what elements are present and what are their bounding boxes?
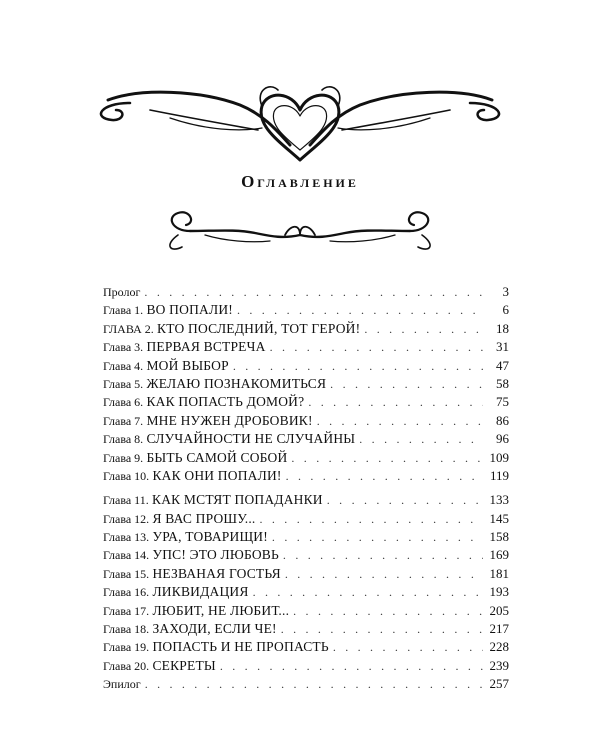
- dot-leader: [364, 320, 483, 338]
- chapter-number: Пролог: [103, 285, 141, 299]
- dot-leader: [286, 467, 483, 485]
- dot-leader: [293, 602, 483, 620]
- chapter-heading: УПС! ЭТО ЛЮБОВЬ: [152, 547, 279, 563]
- page-number: 193: [489, 584, 509, 600]
- chapter-number: Глава 5.: [103, 376, 144, 391]
- toc-entry-title: [103, 467, 282, 485]
- toc-entry-title: [103, 675, 141, 693]
- toc-entry-title: [103, 528, 268, 546]
- page-number: 217: [489, 621, 509, 637]
- dot-leader: [285, 565, 483, 583]
- dot-leader: [233, 357, 483, 375]
- chapter-number: Глава 17.: [103, 603, 150, 618]
- page-number: 109: [489, 449, 509, 465]
- toc-entry: [103, 412, 509, 430]
- dot-leader: [281, 620, 483, 638]
- page-number: 133: [489, 492, 509, 508]
- chapter-number: Глава 6.: [103, 395, 144, 410]
- chapter-number: Глава 12.: [103, 511, 150, 526]
- toc-entry-title: [103, 620, 277, 638]
- chapter-heading: СЛУЧАЙНОСТИ НЕ СЛУЧАЙНЫ: [146, 431, 356, 447]
- toc-entry-title: [103, 510, 256, 528]
- toc-entry: [103, 393, 509, 411]
- page-number: 47: [496, 357, 509, 373]
- chapter-number: Глава 10.: [103, 468, 150, 483]
- dot-leader: [272, 528, 483, 546]
- toc-entry: [103, 449, 509, 467]
- page-number: 119: [489, 467, 509, 483]
- page-number: 18: [496, 320, 509, 336]
- chapter-heading: ЖЕЛАЮ ПОЗНАКОМИТЬСЯ: [146, 375, 327, 391]
- toc-entry: [103, 375, 509, 393]
- toc-entry-title: [103, 583, 249, 601]
- dot-leader: [253, 583, 483, 601]
- dot-leader: [283, 546, 483, 564]
- dot-leader: [237, 301, 483, 319]
- chapter-number: Глава 20.: [103, 658, 150, 673]
- dot-leader: [291, 449, 483, 467]
- dot-leader: [308, 393, 483, 411]
- chapter-heading: НЕЗВАНАЯ ГОСТЬЯ: [152, 565, 281, 581]
- toc-entry: [103, 583, 509, 601]
- chapter-number: Глава 15.: [103, 566, 150, 581]
- toc-entry-title: [103, 301, 233, 319]
- chapter-number: Глава 3.: [103, 340, 144, 355]
- dot-leader: [317, 412, 483, 430]
- page-number: 158: [489, 529, 509, 545]
- toc-entry-title: [103, 565, 281, 583]
- dot-leader: [145, 675, 483, 693]
- toc-entry: [103, 528, 509, 546]
- page-number: 169: [489, 547, 509, 563]
- chapter-heading: ЛЮБИТ, НЕ ЛЮБИТ...: [152, 602, 290, 618]
- toc-entry-title: [103, 449, 287, 467]
- page-number: 6: [502, 302, 509, 318]
- toc-entry-title: [103, 546, 279, 564]
- chapter-heading: СЕКРЕТЫ: [152, 657, 216, 673]
- chapter-number: Глава 1.: [103, 303, 144, 318]
- page-number: 75: [496, 394, 509, 410]
- toc-entry: [103, 338, 509, 356]
- chapter-heading: ПЕРВАЯ ВСТРЕЧА: [146, 339, 266, 355]
- page-number: 145: [489, 510, 509, 526]
- page-title: Оглавление: [241, 172, 359, 191]
- chapter-number: Эпилог: [103, 677, 141, 692]
- toc-entry: [103, 467, 509, 485]
- table-of-contents: [103, 283, 509, 694]
- chapter-number: Глава 13.: [103, 530, 150, 545]
- page-number: 3: [502, 284, 509, 299]
- chapter-number: Глава 7.: [103, 413, 144, 428]
- page-number: 86: [496, 412, 509, 428]
- toc-entry: [103, 675, 509, 693]
- scroll-flourish-ornament: [0, 205, 600, 255]
- toc-entry-title: [103, 320, 360, 338]
- page-number: 96: [496, 431, 509, 447]
- page-number: 58: [496, 375, 509, 391]
- chapter-heading: ПОПАСТЬ И НЕ ПРОПАСТЬ: [152, 639, 329, 655]
- chapter-heading: Я ВАС ПРОШУ...: [152, 510, 256, 526]
- page-number: 205: [489, 602, 509, 618]
- toc-entry-title: [103, 283, 140, 301]
- toc-entry-title: [103, 602, 289, 620]
- chapter-number: Глава 8.: [103, 432, 144, 447]
- dot-leader: [220, 657, 483, 675]
- toc-entry-title: [103, 638, 329, 656]
- chapter-heading: КАК МСТЯТ ПОПАДАНКИ: [152, 492, 323, 508]
- chapter-heading: КАК ПОПАСТЬ ДОМОЙ?: [146, 394, 305, 410]
- chapter-heading: КАК ОНИ ПОПАЛИ!: [152, 467, 282, 483]
- toc-entry: [103, 602, 509, 620]
- toc-entry: [103, 638, 509, 656]
- dot-leader: [144, 283, 483, 301]
- chapter-number: Глава 14.: [103, 548, 150, 563]
- toc-entry: [103, 546, 509, 564]
- chapter-heading: ЗАХОДИ, ЕСЛИ ЧЕ!: [152, 621, 277, 637]
- dot-leader: [359, 430, 483, 448]
- toc-entry: [103, 510, 509, 528]
- toc-entry-title: [103, 412, 313, 430]
- toc-entry-title: [103, 430, 355, 448]
- chapter-number: Глава 19.: [103, 640, 150, 655]
- chapter-number: Глава 9.: [103, 450, 144, 465]
- chapter-heading: КТО ПОСЛЕДНИЙ, ТОТ ГЕРОЙ!: [157, 320, 361, 336]
- dot-leader: [327, 491, 483, 509]
- page-number: 228: [489, 639, 509, 655]
- toc-entry: [103, 620, 509, 638]
- page-number: 257: [489, 676, 509, 692]
- toc-entry-title: [103, 338, 266, 356]
- toc-entry: [103, 491, 509, 509]
- chapter-number: ГЛАВА 2.: [103, 321, 154, 336]
- toc-entry-title: [103, 375, 326, 393]
- chapter-heading: БЫТЬ САМОЙ СОБОЙ: [146, 449, 288, 465]
- dot-leader: [260, 510, 484, 528]
- toc-entry-title: [103, 393, 304, 411]
- toc-entry-title: [103, 491, 323, 509]
- dot-leader: [333, 638, 483, 656]
- heart-flourish-ornament: [0, 70, 600, 170]
- chapter-number: Глава 11.: [103, 493, 149, 508]
- chapter-heading: ЛИКВИДАЦИЯ: [152, 584, 249, 600]
- toc-entry: [103, 283, 509, 301]
- toc-entry-title: [103, 657, 216, 675]
- toc-entry: [103, 357, 509, 375]
- chapter-heading: МНЕ НУЖЕН ДРОБОВИК!: [146, 412, 313, 428]
- toc-entry: [103, 430, 509, 448]
- toc-entry-title: [103, 357, 229, 375]
- chapter-heading: УРА, ТОВАРИЩИ!: [152, 529, 268, 545]
- dot-leader: [270, 338, 483, 356]
- toc-entry: [103, 320, 509, 338]
- page-number: 31: [496, 339, 509, 355]
- page-number: 181: [489, 565, 509, 581]
- toc-entry: [103, 657, 509, 675]
- page-number: 239: [489, 657, 509, 673]
- dot-leader: [330, 375, 483, 393]
- chapter-heading: ВО ПОПАЛИ!: [146, 302, 233, 318]
- toc-entry: [103, 565, 509, 583]
- chapter-number: Глава 16.: [103, 585, 150, 600]
- chapter-heading: МОЙ ВЫБОР: [146, 357, 229, 373]
- toc-entry: [103, 301, 509, 319]
- chapter-number: Глава 18.: [103, 622, 150, 637]
- chapter-number: Глава 4.: [103, 358, 144, 373]
